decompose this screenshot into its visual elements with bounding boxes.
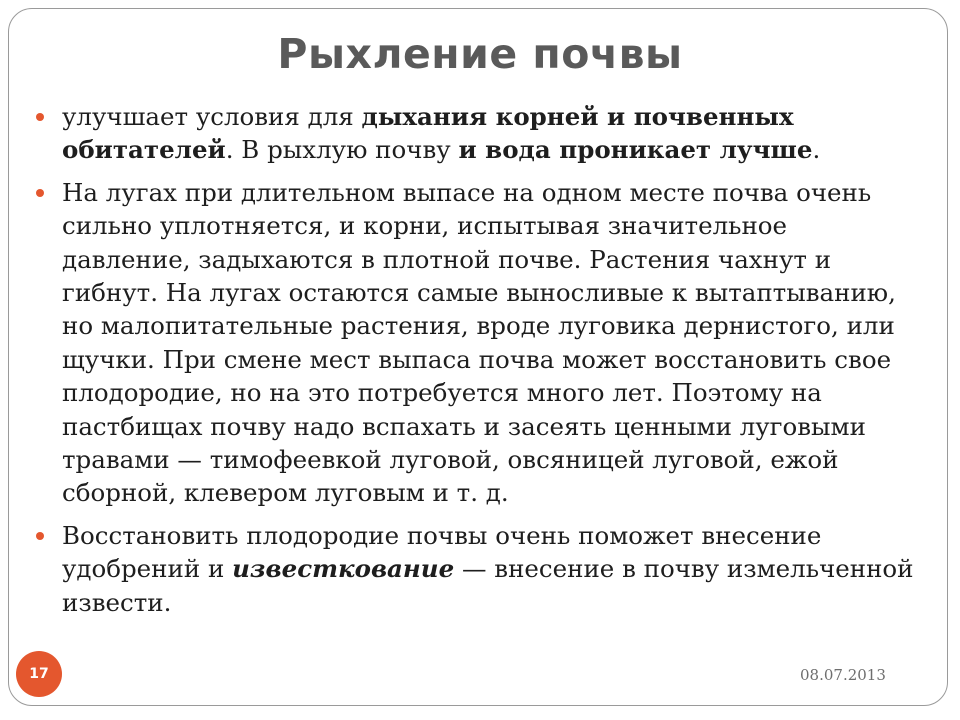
page-number-badge: 17 [16, 651, 62, 697]
slide-title: Рыхление почвы [277, 30, 683, 78]
bullet-3-text-a: Восстановить плодородие почвы очень поможет внесение удобрений и [62, 520, 822, 584]
bullet-2-text: На лугах при длительном выпасе на одном месте почва очень сильно уплотняется, и корни, испытывая значительное давление, задыхаются в плотной почве. Растения чахнут и гибнут. На лугах остаются самые выносливые к вытаптыванию, но малопитательные растения, вроде луговика дернистого, или щучки. При смене мест выпаса почва может восстановить свое плодородие, но на это потребуется много лет. Поэтому на пастбищах почву надо вспахать и засеять ценными луговыми травами — тимофеевкой луговой, овсяницей луговой, ежой сборной, клевером луговым и т. д. [62, 177, 896, 508]
bullet-1-text-c: . [812, 135, 821, 165]
bullet-1-bold-b: и вода проникает лучше [458, 135, 813, 165]
bullet-item-2 [36, 176, 916, 510]
bullet-list [36, 100, 916, 628]
slide-date: 08.07.2013 [800, 666, 886, 684]
bullet-dot-icon [36, 113, 44, 121]
bullet-item-3 [36, 519, 916, 619]
bullet-dot-icon [36, 189, 44, 197]
bullet-dot-icon [36, 532, 44, 540]
bullet-3-emphasis: известкование [232, 554, 455, 584]
bullet-3-text-b: — внесение в почву измельченной извести. [62, 554, 914, 617]
bullet-item-1 [36, 100, 916, 167]
bullet-1-text-b: . В рыхлую почву [225, 135, 459, 165]
bullet-1-bold-a: дыхания корней и почвенных обитателей [62, 102, 794, 165]
bullet-1-text-a: улучшает условия для [62, 102, 362, 131]
